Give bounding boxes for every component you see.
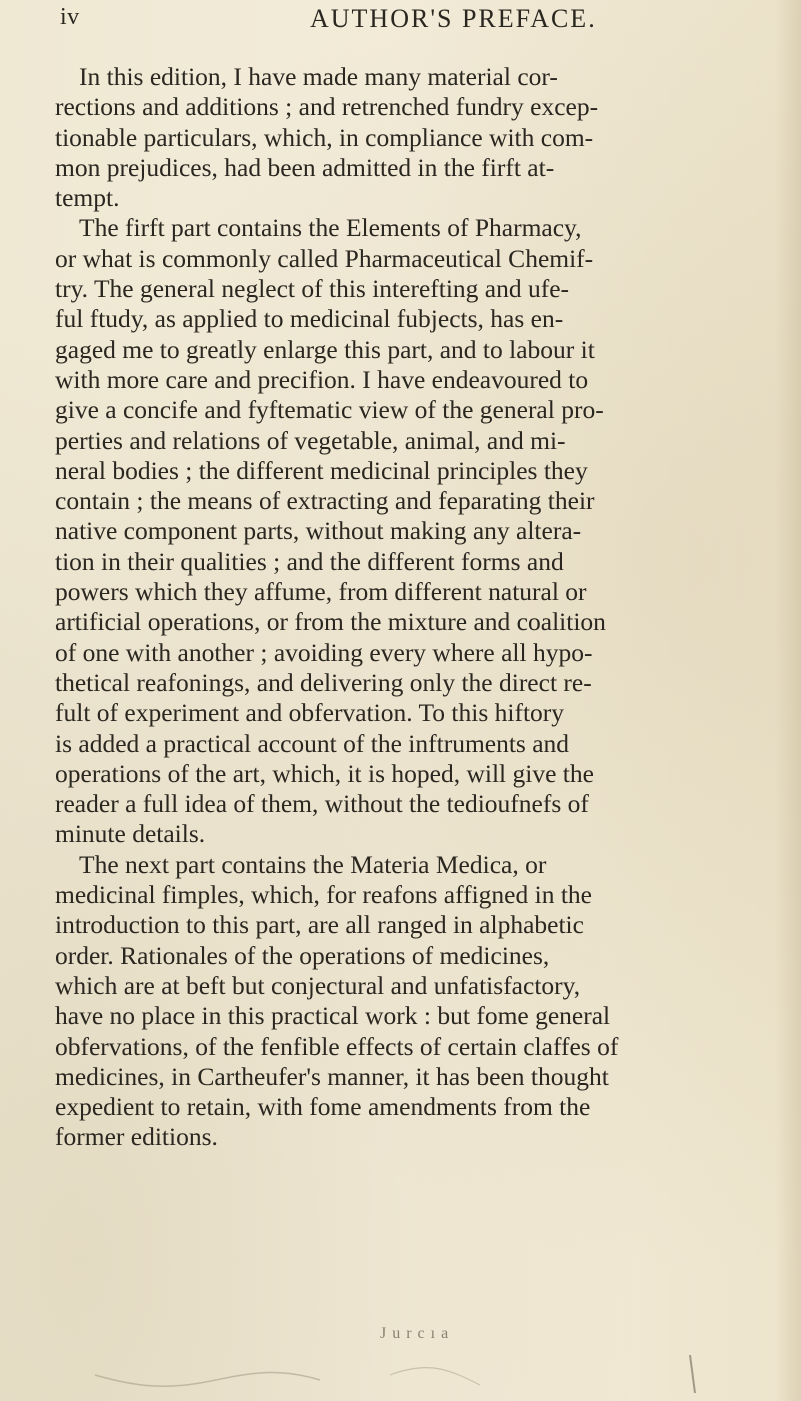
text-line: powers which they affume, from different natural or (55, 577, 587, 607)
text-line: contain ; the means of extracting and feparating their (55, 486, 595, 516)
text-line: gaged me to greatly enlarge this part, and to labour it (55, 334, 595, 364)
paragraph-1 (55, 62, 775, 213)
text-line: medicinal fimples, which, for reafons affigned in the (55, 880, 592, 910)
text-line: is added a practical account of the inftruments and (55, 728, 570, 758)
page-number: iv (60, 4, 80, 30)
text-line: former editions. (55, 1122, 218, 1152)
text-line: mon prejudices, had been admitted in the firft at- (55, 152, 555, 182)
footer-mark: J u r c ı a (380, 1325, 450, 1342)
text-line: operations of the art, which, it is hoped, will give the (55, 758, 594, 788)
text-line: expedient to retain, with fome amendments from the (55, 1092, 591, 1122)
paragraph-2 (55, 213, 775, 849)
preface-body (55, 62, 775, 1153)
page-header (60, 4, 750, 44)
text-line: have no place in this practical work : but fome general (55, 1001, 611, 1031)
running-head: AUTHOR'S PREFACE. (310, 4, 597, 33)
text-line: of one with another ; avoiding every where all hypo- (55, 637, 593, 667)
text-line: tempt. (55, 183, 120, 213)
text-line: The firft part contains the Elements of Pharmacy, (79, 213, 582, 243)
text-line: obfervations, of the fenfible effects of certain claffes of (55, 1031, 619, 1061)
text-line: reader a full idea of them, without the tedioufnefs of (55, 789, 589, 819)
text-line: perties and relations of vegetable, animal, and mi- (55, 425, 566, 455)
text-line: rections and additions ; and retrenched fundry excep- (55, 92, 599, 122)
text-line: neral bodies ; the different medicinal principles they (55, 455, 588, 485)
text-line: tionable particulars, which, in compliance with com- (55, 122, 594, 152)
text-line: tion in their qualities ; and the different forms and (55, 546, 564, 576)
text-line: with more care and precifion. I have endeavoured to (55, 364, 589, 394)
text-line: minute details. (55, 819, 206, 849)
text-line: medicines, in Cartheufer's manner, it has been thought (55, 1061, 609, 1091)
text-line: try. The general neglect of this interefting and ufe- (55, 274, 570, 304)
text-line: The next part contains the Materia Medica, or (79, 849, 547, 879)
text-line: fult of experiment and obfervation. To this hiftory (55, 698, 565, 728)
text-line: order. Rationales of the operations of medicines, (55, 940, 550, 970)
paragraph-3 (55, 850, 775, 1153)
text-line: or what is commonly called Pharmaceutical Chemif- (55, 243, 594, 273)
text-line: native component parts, without making any altera- (55, 516, 582, 546)
text-line: artificial operations, or from the mixture and coalition (55, 607, 606, 637)
text-line: In this edition, I have made many material cor- (79, 62, 558, 91)
page-edge-shadow (775, 0, 801, 1401)
text-line: introduction to this part, are all ranged in alphabetic (55, 910, 584, 940)
page-smudge (90, 1345, 710, 1395)
text-line: which are at beft but conjectural and unfatisfactory, (55, 970, 581, 1000)
text-line: thetical reafonings, and delivering only the direct re- (55, 667, 592, 697)
text-line: give a concife and fyftematic view of the general pro- (55, 395, 604, 425)
text-line: ful ftudy, as applied to medicinal fubjects, has en- (55, 304, 564, 334)
